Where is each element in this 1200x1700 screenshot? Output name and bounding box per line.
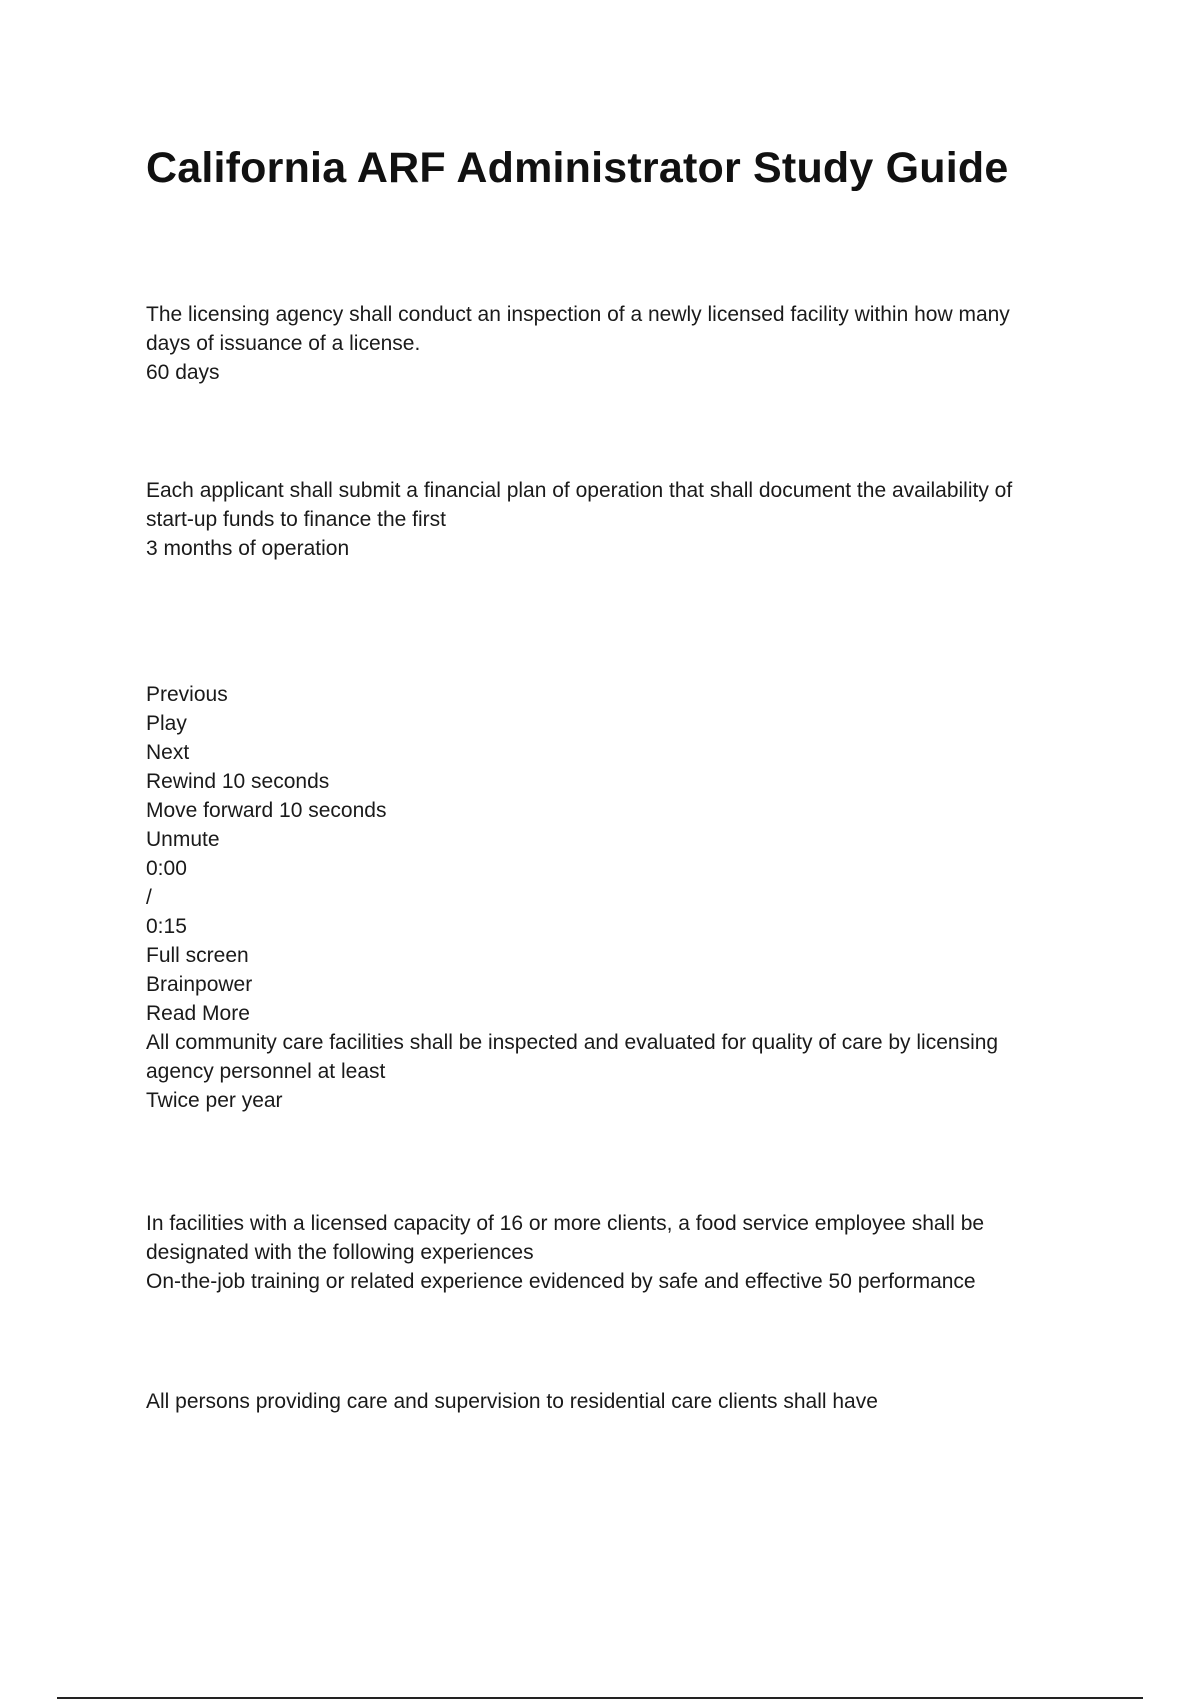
question-text: All community care facilities shall be inspected and evaluated for quality of care by licensing	[146, 1031, 999, 1054]
question-text: start-up funds to finance the first	[146, 508, 446, 531]
question-text: In facilities with a licensed capacity of 16 or more clients, a food service employee shall be	[146, 1212, 985, 1235]
read-more-link[interactable]: Read More	[146, 1002, 250, 1025]
next-button[interactable]: Next	[146, 741, 190, 764]
answer-text: 60 days	[146, 361, 220, 384]
qa-item-inspection	[146, 300, 1086, 387]
previous-button[interactable]: Previous	[146, 683, 228, 706]
page-title: California ARF Administrator Study Guide	[146, 144, 1009, 192]
question-text: The licensing agency shall conduct an inspection of a newly licensed facility within how many	[146, 303, 1010, 326]
qa-item-food-service	[146, 1209, 1086, 1296]
page-divider	[57, 1697, 1143, 1699]
play-button[interactable]: Play	[146, 712, 187, 735]
answer-text: 3 months of operation	[146, 537, 350, 560]
answer-text: On-the-job training or related experience evidenced by safe and effective 50 performance	[146, 1270, 976, 1293]
rewind-button[interactable]: Rewind 10 seconds	[146, 770, 330, 793]
current-time: 0:00	[146, 857, 187, 880]
full-screen-button[interactable]: Full screen	[146, 944, 249, 967]
qa-item-financial-plan	[146, 476, 1086, 563]
answer-text: Twice per year	[146, 1089, 283, 1112]
question-text: All persons providing care and supervision to residential care clients shall have	[146, 1390, 878, 1413]
brand-link[interactable]: Brainpower	[146, 973, 253, 996]
qa-item-care-supervision	[146, 1387, 1086, 1416]
forward-button[interactable]: Move forward 10 seconds	[146, 799, 387, 822]
question-text: days of issuance of a license.	[146, 332, 421, 355]
question-text: agency personnel at least	[146, 1060, 386, 1083]
question-text: Each applicant shall submit a financial plan of operation that shall document the availability of	[146, 479, 1013, 502]
duration: 0:15	[146, 915, 187, 938]
unmute-button[interactable]: Unmute	[146, 828, 220, 851]
time-separator: /	[146, 886, 152, 909]
video-player-and-qa	[146, 680, 1086, 1115]
question-text: designated with the following experiences	[146, 1241, 534, 1264]
